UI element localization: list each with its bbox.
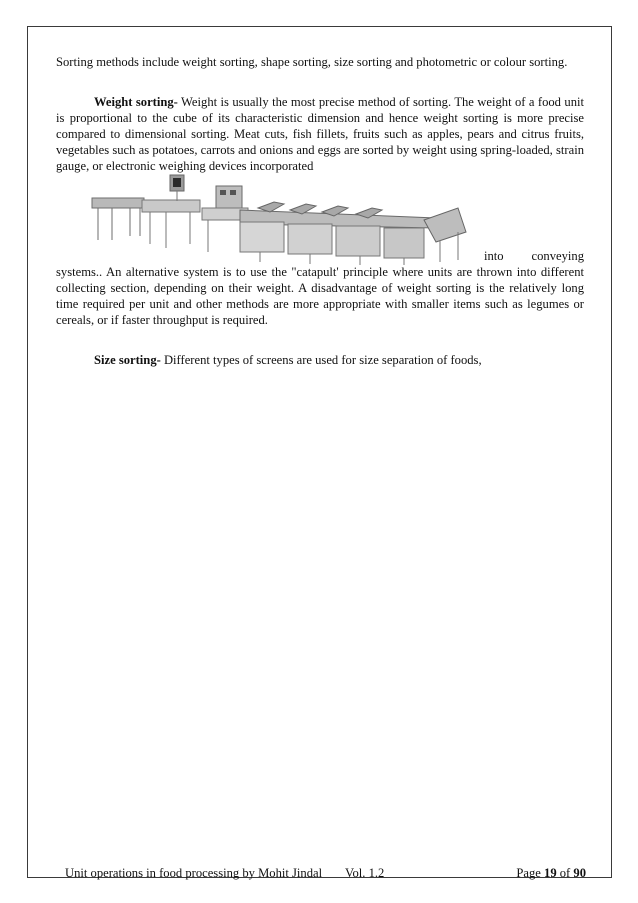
size-sorting-heading: Size sorting- bbox=[94, 353, 161, 367]
weight-sorting-body: Weight is usually the most precise method of sorting. The weight of a food unit is proportional to the cube of its characteristic dimension and hence weight sorting is more precise compared to dimensional sorting. Meat cuts, fish fillets, fruits such as apples, pears and citrus fruits, vegetables such as potatoes, carrots and onions and eggs are sorted by weight using spring-loaded, strain gauge, or electronic weighing devices incorporated bbox=[56, 95, 584, 173]
size-sorting-body: Different types of screens are used for size separation of foods, bbox=[160, 353, 482, 367]
weight-sorting-continued-paragraph bbox=[56, 248, 584, 328]
intro-text: Sorting methods include weight sorting, shape sorting, size sorting and photometric or colour sorting. bbox=[56, 55, 568, 69]
weight-sorting-continued-text: systems.. An alternative system is to use the "catapult' principle where units are thrown into different collecting section, depending on their weight. A disadvantage of weight sorting is the relatively long time required per unit and other methods are more appropriate with smaller items such as legumes or cereals, or if faster throughput is required. bbox=[56, 265, 584, 327]
page-label: Page bbox=[516, 866, 545, 880]
into-word: into bbox=[484, 249, 504, 263]
line-spacer bbox=[56, 248, 584, 264]
conveying-word: conveying bbox=[531, 249, 584, 263]
size-sorting-paragraph bbox=[56, 352, 584, 368]
checkweigher-unit bbox=[142, 175, 200, 248]
current-page: 19 bbox=[544, 866, 557, 880]
infeed-conveyor bbox=[92, 198, 144, 240]
footer-page-number bbox=[516, 865, 586, 881]
total-pages: 90 bbox=[573, 866, 586, 880]
of-label: of bbox=[556, 866, 574, 880]
footer-volume: Vol. 1.2 bbox=[345, 866, 385, 880]
intro-paragraph bbox=[56, 54, 584, 70]
weight-sorting-paragraph bbox=[56, 94, 584, 174]
weight-sorting-heading: Weight sorting- bbox=[94, 95, 178, 109]
footer-book-title: Unit operations in food processing by Mohit Jindal bbox=[65, 866, 323, 880]
